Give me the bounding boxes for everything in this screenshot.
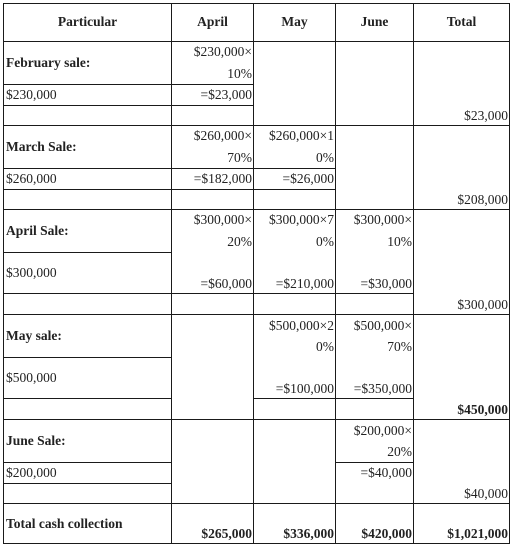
grid-line — [335, 3, 336, 544]
grid-line — [413, 3, 414, 544]
grid-line — [253, 398, 413, 399]
february-april-line1: $230,000× — [193, 44, 252, 59]
april-june-result: =$30,000 — [360, 276, 412, 291]
grid-line — [3, 462, 171, 463]
march-total: $208,000 — [457, 192, 508, 207]
grid-line — [3, 357, 171, 358]
grid-line — [3, 398, 171, 399]
section-title-june: June Sale: — [6, 433, 66, 448]
april-june-line1: $300,000× — [353, 212, 412, 227]
total-cash-collection-label: Total cash collection — [6, 516, 123, 531]
april-april-result: =$60,000 — [200, 276, 252, 291]
grid-line — [3, 3, 4, 544]
june-june-line1: $200,000× — [353, 423, 412, 438]
header-april: April — [197, 14, 228, 29]
april-total: $300,000 — [457, 297, 508, 312]
section-title-may: May sale: — [6, 328, 62, 343]
grid-line — [3, 168, 335, 169]
may-june-result: =$350,000 — [353, 381, 412, 396]
grid-line — [3, 252, 171, 253]
may-may-line1: $500,000×2 — [269, 318, 334, 333]
march-april-line1: $260,000× — [193, 128, 252, 143]
grid-line — [509, 3, 510, 544]
april-june-line2: 10% — [387, 234, 412, 249]
grid-line — [253, 3, 254, 544]
header-particular: Particular — [57, 14, 118, 29]
february-april-result: =$23,000 — [200, 87, 252, 102]
march-may-result: =$26,000 — [282, 171, 334, 186]
grid-line — [3, 189, 335, 190]
june-june-line2: 20% — [387, 444, 412, 459]
grid-line — [3, 125, 509, 126]
total-may: $336,000 — [283, 526, 334, 541]
march-april-result: =$182,000 — [193, 171, 252, 186]
section-base-may: $500,000 — [6, 370, 57, 385]
april-may-result: =$210,000 — [275, 276, 334, 291]
march-may-line2: 0% — [316, 150, 334, 165]
march-may-line1: $260,000×1 — [269, 128, 334, 143]
february-april-line2: 10% — [227, 66, 252, 81]
april-may-line1: $300,000×7 — [269, 212, 334, 227]
grid-line — [3, 503, 509, 504]
may-may-line2: 0% — [316, 339, 334, 354]
section-base-april: $300,000 — [6, 265, 57, 280]
june-total: $40,000 — [464, 486, 508, 501]
grid-line — [3, 105, 253, 106]
grid-line — [3, 41, 509, 42]
grid-line — [3, 3, 509, 4]
march-april-line2: 70% — [227, 150, 252, 165]
header-may: May — [281, 14, 308, 29]
total-april: $265,000 — [201, 526, 252, 541]
grid-line — [171, 3, 172, 544]
header-total: Total — [446, 14, 477, 29]
grid-line — [3, 314, 509, 315]
may-june-line2: 70% — [387, 339, 412, 354]
section-title-april: April Sale: — [6, 223, 69, 238]
total-june: $420,000 — [361, 526, 412, 541]
section-base-march: $260,000 — [6, 171, 57, 186]
grid-line — [3, 84, 253, 85]
grid-line — [3, 209, 509, 210]
grid-line — [3, 483, 171, 484]
section-title-february: February sale: — [6, 55, 91, 70]
section-base-june: $200,000 — [6, 465, 57, 480]
grid-line — [3, 293, 413, 294]
may-total: $450,000 — [457, 402, 508, 417]
april-april-line1: $300,000× — [193, 212, 252, 227]
grid-line — [3, 419, 509, 420]
section-base-february: $230,000 — [6, 87, 57, 102]
grand-total: $1,021,000 — [447, 526, 508, 541]
may-june-line1: $500,000× — [353, 318, 412, 333]
section-title-march: March Sale: — [6, 139, 77, 154]
header-june: June — [360, 14, 389, 29]
grid-line — [335, 462, 413, 463]
grid-line — [3, 543, 509, 544]
may-may-result: =$100,000 — [275, 381, 334, 396]
february-total: $23,000 — [464, 108, 508, 123]
april-may-line2: 0% — [316, 234, 334, 249]
april-april-line2: 20% — [227, 234, 252, 249]
june-june-result: =$40,000 — [360, 465, 412, 480]
